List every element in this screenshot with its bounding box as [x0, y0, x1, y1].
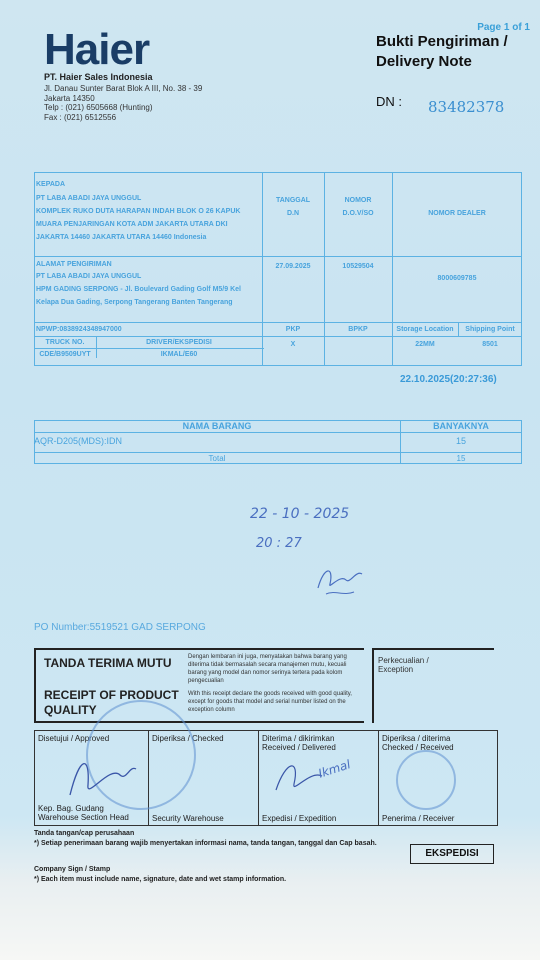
storage-value: 22MM [415, 341, 435, 348]
total-value: 15 [456, 454, 466, 463]
nomor-label: NOMOR [344, 197, 372, 204]
nomor-sub: D.O.V/SO [342, 210, 374, 217]
address-line: Fax : (021) 6512556 [44, 112, 117, 122]
note-line: *) Setiap penerimaan barang wajib menyertakan informasi nama, tanda tangan, tanggal dan Cap basah. [34, 840, 377, 847]
title-line: Bukti Pengiriman / [376, 33, 508, 50]
warehouse-head-label [38, 804, 129, 822]
dn-label: DN : [376, 94, 402, 109]
receiver-stamp [396, 750, 456, 810]
received-label [382, 734, 454, 752]
kep-line: Kep. Bag. Gudang [38, 804, 104, 813]
printed-datetime: 22.10.2025(20:27:36) [400, 374, 497, 385]
alamat-label: ALAMAT PENGIRIMAN [36, 261, 112, 268]
recipient-line: PT LABA ABADI JAYA UNGGUL [36, 195, 142, 202]
ekspedisi-box: EKSPEDISI [410, 844, 494, 864]
shipping-label: Shipping Point [465, 326, 515, 333]
address-line: Jl. Danau Sunter Barat Blok A III, No. 38 - 39 [44, 84, 203, 93]
storage-label: Storage Location [396, 326, 454, 333]
alamat-line: Kelapa Dua Gading, Serpong Tangerang Banten Tangerang [36, 299, 233, 306]
driver-value: IKMAL/E60 [160, 351, 198, 358]
pkp-label: PKP [285, 326, 301, 333]
kepada-label: KEPADA [36, 181, 66, 188]
nomor-value: 10529504 [342, 263, 374, 270]
po-number: PO Number:5519521 GAD SERPONG [34, 622, 206, 633]
recipient-line: KOMPLEK RUKO DUTA HARAPAN INDAH BLOK O 26 KAPUK [36, 208, 241, 215]
truck-label: TRUCK NO. [45, 339, 85, 346]
npwp: NPWP:0838924348947000 [36, 326, 122, 333]
exception-line: Perkecualian / [378, 656, 429, 665]
item-name: AQR-D205(MDS):IDN [34, 436, 123, 446]
truck-value: CDE/B9509UYT [39, 351, 91, 358]
date-value: 27.09.2025 [275, 263, 311, 270]
approved-label: Disetujui / Approved [38, 734, 110, 743]
dn-number: 83482378 [428, 98, 505, 116]
delivered-line: Received / Delivered [262, 743, 336, 752]
note-title: Tanda tangan/cap perusahaan [34, 830, 135, 837]
sign-line: *) Each item must include name, signature, date and wet stamp information. [34, 876, 287, 883]
receipt-title-line: QUALITY [44, 703, 97, 717]
pkp-value: X [290, 341, 296, 348]
receipt-title-line: RECEIPT OF PRODUCT [44, 688, 179, 702]
total-label: Total [208, 454, 226, 463]
recipient-line: JAKARTA 14460 JAKARTA UTARA 14460 Indonesia [36, 234, 207, 241]
dealer-value: 8000609785 [437, 275, 477, 282]
handwritten-initials [310, 560, 370, 600]
company-address [44, 84, 202, 122]
item-qty: 15 [455, 436, 466, 446]
company-name: PT. Haier Sales Indonesia [44, 72, 153, 82]
received-line: Diperiksa / diterima [382, 734, 451, 743]
title-line: Delivery Note [376, 53, 472, 70]
handwritten-time: 20 : 27 [256, 536, 302, 551]
items-name-header: NAMA BARANG [182, 421, 252, 431]
receiver-label: Penerima / Receiver [382, 814, 455, 823]
security-label: Security Warehouse [152, 814, 224, 823]
handwritten-date: 22 - 10 - 2025 [250, 506, 350, 522]
tanda-terima-text: Dengan lembaran ini juga, menyatakan bahwa barang yang diterima tidak bermasalah secara manajemen mutu, kecuali barang yang model dan nomor serinya tertera pada kolom pengecualian [188, 654, 347, 684]
driver-label: DRIVER/EKSPEDISI [146, 339, 212, 346]
signed-name: Ikmal [316, 757, 353, 781]
dealer-label: NOMOR DEALER [428, 210, 486, 217]
exception-line: Exception [378, 665, 414, 674]
alamat-line: PT LABA ABADI JAYA UNGGUL [36, 273, 142, 280]
tanggal-sub: D.N [286, 210, 300, 217]
expedition-label: Expedisi / Expedition [262, 814, 337, 823]
bpkp-label: BPKP [348, 326, 368, 333]
tanda-terima-title: TANDA TERIMA MUTU [44, 656, 172, 670]
document-title [376, 32, 508, 72]
tanggal-label: TANGGAL [275, 197, 311, 204]
approved-signature [60, 745, 140, 805]
checked-label: Diperiksa / Checked [152, 734, 224, 743]
recipient-line: MUARA PENJARINGAN KOTA ADM JAKARTA UTARA DKI [36, 221, 228, 228]
haier-logo: Haier [44, 25, 150, 74]
delivered-line: Diterima / dikirimkan [262, 734, 335, 743]
received-line: Checked / Received [382, 743, 454, 752]
exception-label [378, 656, 429, 674]
alamat-line: HPM GADING SERPONG - Jl. Boulevard Gading Golf M5/9 Kel [36, 286, 241, 293]
receipt-text: With this receipt declare the goods received with good quality, except for goods that model and serial number listed on the exception column [188, 691, 352, 713]
address-line: Telp : (021) 6505668 (Hunting) [44, 103, 153, 112]
sign-title: Company Sign / Stamp [34, 866, 111, 873]
address-line: Jakarta 14350 [44, 93, 95, 103]
page-indicator: Page 1 of 1 [477, 22, 530, 33]
kep-line: Warehouse Section Head [38, 813, 129, 822]
shipping-value: 8501 [482, 341, 498, 348]
items-qty-header: BANYAKNYA [433, 421, 489, 431]
